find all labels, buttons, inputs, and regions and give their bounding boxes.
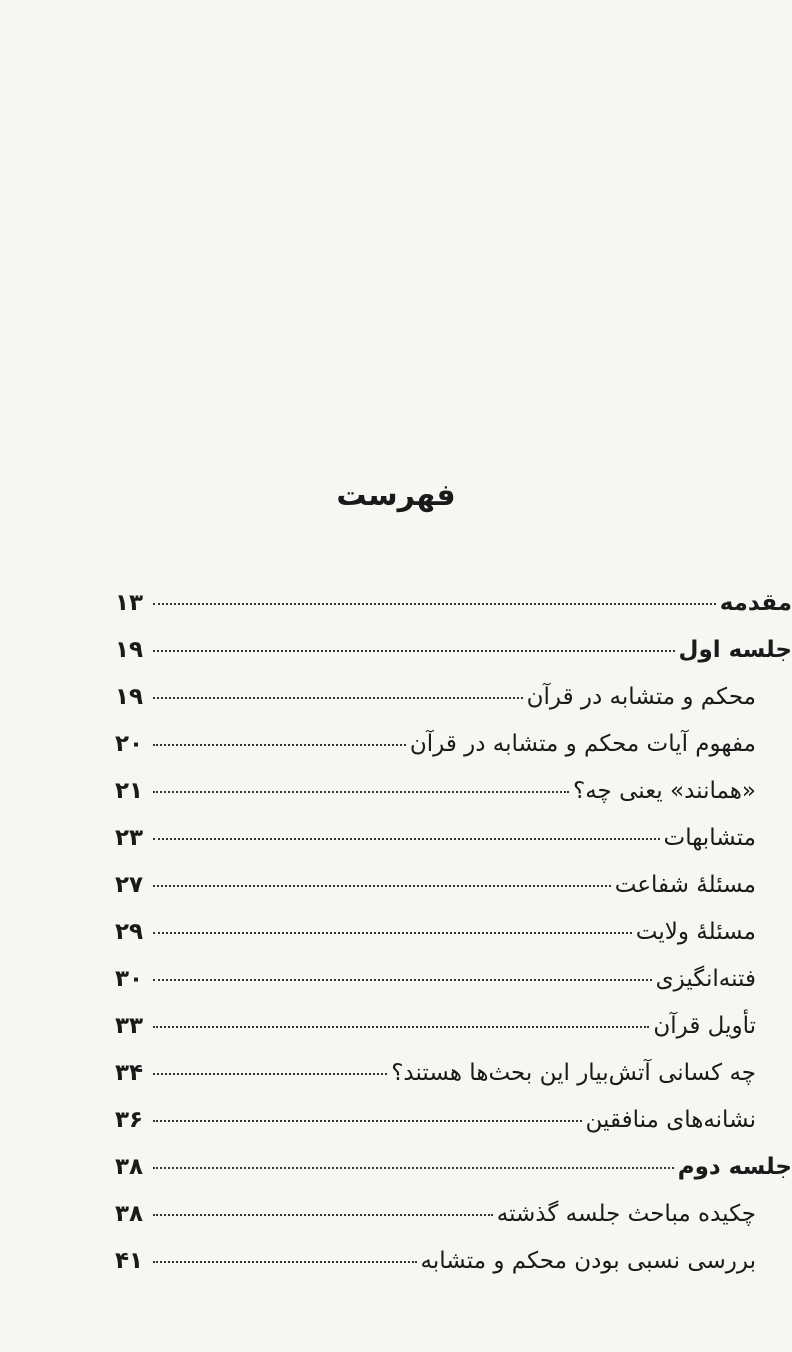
toc-entry-page: ۱۳ bbox=[115, 590, 144, 616]
toc-entry bbox=[115, 872, 792, 919]
leader-dots bbox=[153, 979, 652, 981]
leader-dots bbox=[153, 1026, 649, 1028]
toc-entry-label: تأویل قرآن bbox=[653, 1013, 756, 1039]
toc-entry-page: ۱۹ bbox=[115, 684, 144, 710]
toc-entry-label: جلسه دوم bbox=[677, 1154, 792, 1180]
toc-entry-page: ۲۳ bbox=[115, 825, 144, 851]
toc-entry bbox=[115, 919, 792, 966]
toc-entry-page: ۱۹ bbox=[115, 637, 144, 663]
toc-entry bbox=[115, 731, 792, 778]
leader-dots bbox=[153, 838, 660, 840]
toc-entry-page: ۲۷ bbox=[115, 872, 144, 898]
leader-dots bbox=[153, 1120, 582, 1122]
toc-entry bbox=[115, 1107, 792, 1154]
toc-entry bbox=[115, 1201, 792, 1248]
toc-entry bbox=[115, 637, 792, 684]
leader-dots bbox=[153, 603, 716, 605]
toc-entry-page: ۳۸ bbox=[115, 1154, 144, 1180]
toc-entry-page: ۴۱ bbox=[115, 1248, 144, 1274]
toc-entry-page: ۳۰ bbox=[115, 966, 144, 992]
toc-entry bbox=[115, 590, 792, 637]
toc-entry-page: ۲۹ bbox=[115, 919, 144, 945]
leader-dots bbox=[153, 885, 611, 887]
leader-dots bbox=[153, 1261, 417, 1263]
toc-entry-page: ۳۳ bbox=[115, 1013, 144, 1039]
toc-entry-label: مسئلهٔ ولایت bbox=[635, 919, 756, 945]
toc-entry bbox=[115, 684, 792, 731]
leader-dots bbox=[153, 1214, 493, 1216]
leader-dots bbox=[153, 1167, 674, 1169]
toc-entry-page: ۲۰ bbox=[115, 731, 144, 757]
leader-dots bbox=[153, 1073, 387, 1075]
table-of-contents bbox=[115, 590, 792, 1295]
leader-dots bbox=[153, 650, 675, 652]
toc-entry bbox=[115, 1013, 792, 1060]
toc-entry bbox=[115, 1060, 792, 1107]
toc-entry-label: مسئلهٔ شفاعت bbox=[614, 872, 756, 898]
toc-entry-page: ۳۸ bbox=[115, 1201, 144, 1227]
toc-entry bbox=[115, 778, 792, 825]
leader-dots bbox=[153, 697, 523, 699]
toc-entry-page: ۳۶ bbox=[115, 1107, 144, 1133]
toc-entry bbox=[115, 825, 792, 872]
toc-entry-label: «همانند» یعنی چه؟ bbox=[573, 778, 756, 804]
toc-entry-label: چکیده مباحث جلسه گذشته bbox=[496, 1201, 756, 1227]
toc-entry-label: محکم و متشابه در قرآن bbox=[526, 684, 756, 710]
toc-entry-label: بررسی نسبی بودن محکم و متشابه bbox=[420, 1248, 756, 1274]
toc-entry-label: فتنه‌انگیزی bbox=[655, 966, 756, 992]
toc-entry-label: چه کسانی آتش‌بیار این بحث‌ها هستند؟ bbox=[391, 1060, 756, 1086]
toc-entry bbox=[115, 1248, 792, 1295]
toc-entry-label: متشابهات bbox=[663, 825, 756, 851]
toc-entry-label: مقدمه bbox=[719, 590, 792, 616]
toc-entry bbox=[115, 966, 792, 1013]
toc-entry-label: جلسه اول bbox=[678, 637, 792, 663]
toc-entry bbox=[115, 1154, 792, 1201]
leader-dots bbox=[153, 791, 569, 793]
page-title: فهرست bbox=[336, 478, 456, 513]
toc-entry-label: مفهوم آیات محکم و متشابه در قرآن bbox=[409, 731, 756, 757]
toc-entry-label: نشانه‌های منافقین bbox=[585, 1107, 756, 1133]
leader-dots bbox=[153, 744, 406, 746]
toc-entry-page: ۳۴ bbox=[115, 1060, 144, 1086]
toc-entry-page: ۲۱ bbox=[115, 778, 144, 804]
leader-dots bbox=[153, 932, 632, 934]
